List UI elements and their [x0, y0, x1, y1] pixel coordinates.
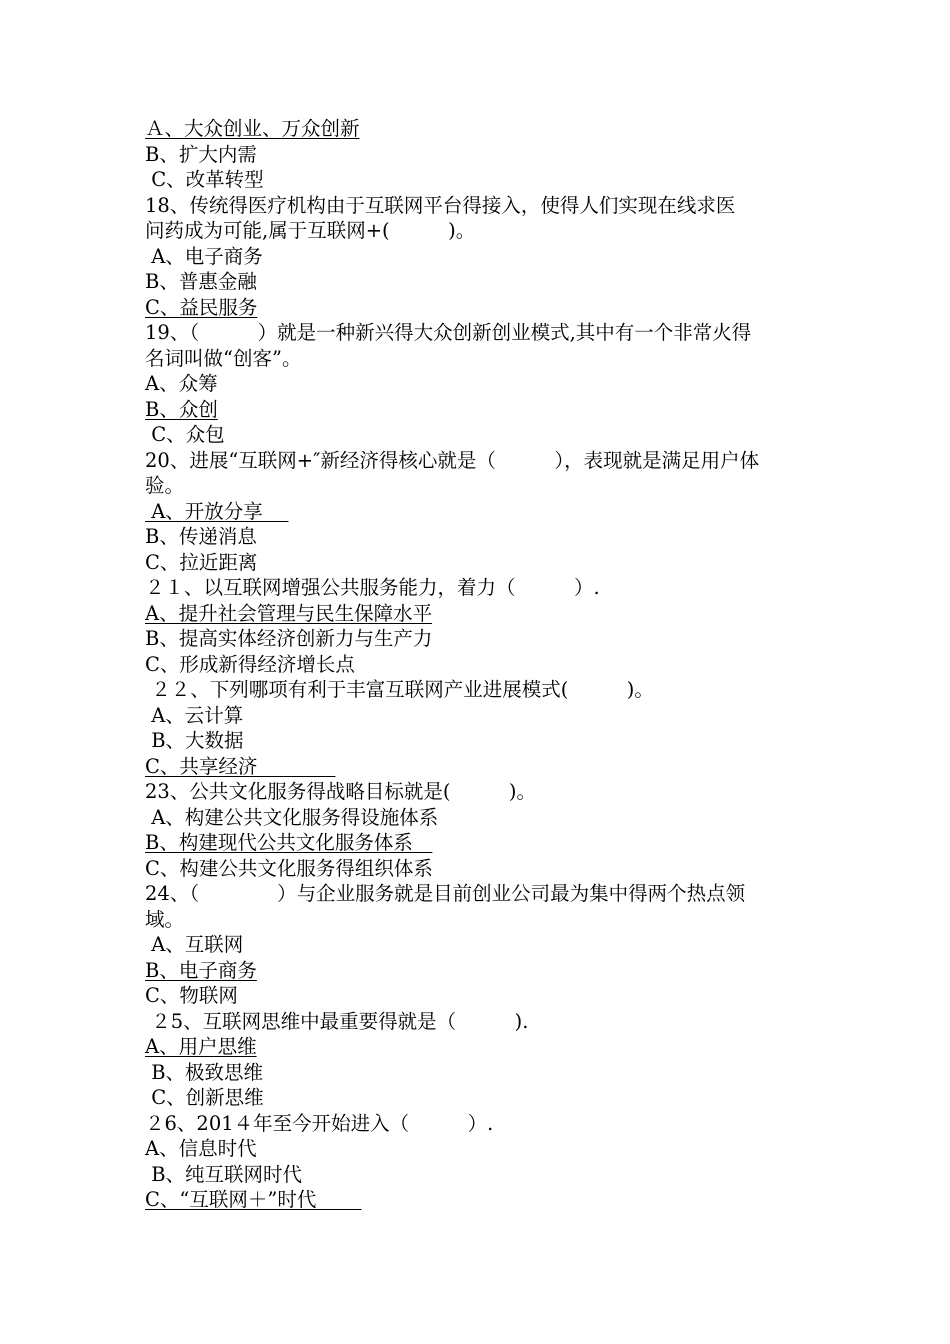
answer-line: C、“互联网＋”时代: [145, 1188, 362, 1211]
answer-line: B、构建现代公共文化服务体系: [145, 831, 433, 854]
text-line: ２２、下列哪项有利于丰富互联网产业进展模式( )。: [145, 678, 654, 701]
text-line: B、普惠金融: [145, 270, 257, 293]
text-line: B、纯互联网时代: [145, 1162, 303, 1186]
text-line: B、大数据: [145, 729, 244, 752]
text-line: 域。: [145, 907, 185, 931]
text-line: C、众包: [145, 423, 225, 446]
text-line: B、极致思维: [145, 1060, 264, 1084]
answer-line: C、益民服务: [145, 295, 258, 319]
text-line: B、传递消息: [145, 525, 257, 548]
answer-line: C、共享经济: [145, 754, 336, 778]
document-body: [145, 116, 815, 1213]
text-line: C、创新思维: [145, 1086, 264, 1109]
text-line: 19、（ ）就是一种新兴得大众创新创业模式,其中有一个非常火得: [145, 321, 752, 344]
text-line: 问药成为可能,属于互联网+( )。: [145, 219, 476, 242]
text-line: 24、（ ）与企业服务就是目前创业公司最为集中得两个热点领: [145, 882, 746, 905]
text-line: 18、传统得医疗机构由于互联网平台得接入，使得人们实现在线求医: [145, 193, 736, 217]
answer-line: A、用户思维: [145, 1035, 257, 1058]
answer-line: A、开放分享: [145, 499, 289, 523]
text-line: ２6、201４年至今开始进入（ ）.: [145, 1111, 494, 1135]
text-line: 验。: [145, 474, 185, 497]
text-line: A、云计算: [145, 703, 244, 727]
text-line: C、构建公共文化服务得组织体系: [145, 856, 433, 880]
text-line: A、构建公共文化服务得设施体系: [145, 805, 439, 829]
text-line: ２１、以互联网增强公共服务能力，着力（ ）.: [145, 576, 600, 599]
text-line: C、形成新得经济增长点: [145, 652, 355, 676]
text-line: ２5、互联网思维中最重要得就是（ ).: [145, 1009, 529, 1033]
answer-line: Ａ、大众创业、万众创新: [145, 117, 360, 140]
answer-line: A、提升社会管理与民生保障水平: [145, 601, 433, 625]
text-line: A、互联网: [145, 933, 244, 956]
text-line: 名词叫做“创客”。: [145, 346, 302, 370]
text-line: B、扩大内需: [145, 142, 257, 166]
answer-line: B、众创: [145, 397, 218, 421]
text-line: A、电子商务: [145, 244, 263, 268]
text-line: 20、进展“互联网+″新经济得核心就是（ ），表现就是满足用户体: [145, 448, 760, 472]
answer-line: B、电子商务: [145, 958, 257, 982]
text-line: 23、公共文化服务得战略目标就是( )。: [145, 780, 537, 803]
text-line: C、物联网: [145, 984, 238, 1007]
text-line: C、拉近距离: [145, 550, 258, 574]
text-line: C、改革转型: [145, 168, 264, 191]
text-line: A、众筹: [145, 372, 218, 395]
text-line: B、提高实体经济创新力与生产力: [145, 627, 433, 650]
text-line: A、信息时代: [145, 1137, 257, 1160]
